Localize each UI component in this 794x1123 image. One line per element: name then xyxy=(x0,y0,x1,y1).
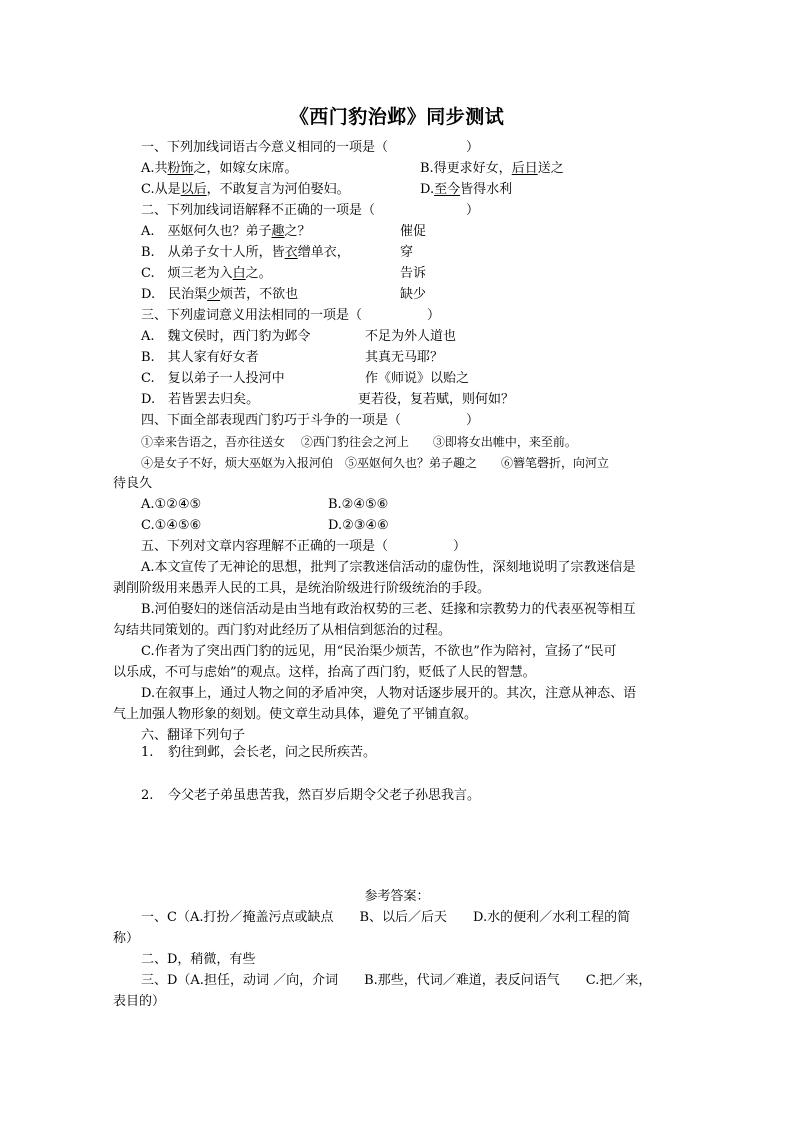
q1-option-b: B.得更求好女，后日送之 xyxy=(420,161,564,176)
q5-stem: 五、下列对文章内容理解不正确的一项是（ ） xyxy=(141,539,467,554)
q5-option-a-line-1: A.本文宣传了无神论的思想，批判了宗教迷信活动的虚伪性，深刻地说明了宗教迷信是 xyxy=(141,560,636,575)
q6-sentence-2-number: 2. xyxy=(141,788,154,803)
q3-option-d-right: 更若役，复若赋，则何如？ xyxy=(358,392,515,407)
q4-stem: 四、下面全部表现西门豹巧于斗争的一项是（ ） xyxy=(141,413,480,428)
q5-option-b-line-1: B.河伯娶妇的迷信活动是由当地有政治权势的三老、廷掾和宗教势力的代表巫祝等相互 xyxy=(141,602,636,617)
q2-stem: 二、下列加线词语解释不正确的一项是（ ） xyxy=(141,203,480,218)
answers-heading: 参考答案： xyxy=(364,889,430,904)
q2-option-a: A. 巫妪何久也？弟子趣之？ xyxy=(141,224,311,239)
q4-option-d: D.②③④⑥ xyxy=(328,518,389,533)
q6-sentence-1: 豹往到邺，会长老，问之民所疾苦。 xyxy=(168,745,377,760)
q3-stem: 三、下列虚词意义用法相同的一项是（ ） xyxy=(141,308,441,323)
q2-option-b-answer: 穿 xyxy=(400,245,414,260)
q5-option-b-line-2: 勾结共同策划的。西门豹对此经历了从相信到惩治的过程。 xyxy=(113,623,452,638)
q6-sentence-2: 今父老子弟虽患苦我，然百岁后期令父老子孙思我言。 xyxy=(168,788,481,803)
q4-option-a: A.①②④⑤ xyxy=(141,497,202,512)
q3-option-b-right: 其真无马耶？ xyxy=(365,350,444,365)
q1-stem: 一、下列加线词语古今意义相同的一项是（ ） xyxy=(141,140,480,155)
q5-option-c-line-1: C.作者为了突出西门豹的远见，用“民治渠少烦苦，不欲也”作为陪衬，宣扬了“民可 xyxy=(141,644,617,659)
q4-items-line-1: ①幸来告语之，吾亦往送女 ②西门豹往会之河上 ③即将女出帷中，来至前。 xyxy=(141,435,577,449)
q5-option-a-line-2: 剥削阶级用来愚弄人民的工具，是统治阶级进行阶级统治的手段。 xyxy=(113,581,491,596)
q3-option-b-left: B. 其人家有好女者 xyxy=(141,350,259,365)
q4-items-line-2: ④是女子不好，烦大巫妪为入报河伯 ⑤巫妪何久也？弟子趣之 ⑥簪笔磬折，向河立 xyxy=(141,456,610,470)
q3-option-a-left: A. 魏文侯时，西门豹为邺令 xyxy=(141,329,311,344)
q2-option-a-answer: 催促 xyxy=(400,224,427,239)
answer-3-line-1: 三、D（A.担任，动词 ／向，介词 B.那些，代词／难道，表反问语气 C.把／来， xyxy=(141,973,652,988)
q5-option-d-line-2: 气上加强人物形象的刻划。使文章生动具体，避免了平铺直叙。 xyxy=(113,707,478,722)
q3-option-a-right: 不足为外人道也 xyxy=(365,329,457,344)
q1-option-a: A.共粉饰之，如嫁女床席。 xyxy=(141,161,298,176)
q3-option-c-right: 作《师说》以贻之 xyxy=(365,371,470,386)
answer-3-line-2: 表目的） xyxy=(113,994,166,1009)
q4-items-line-3: 待良久 xyxy=(113,476,153,491)
q2-option-d: D. 民治渠少烦苦，不欲也 xyxy=(141,287,299,302)
q5-option-c-line-2: 以乐成，不可与虑始”的观点。这样，抬高了西门豹，贬低了人民的智慧。 xyxy=(113,665,536,680)
q3-option-d-left: D. 若皆罢去归矣。 xyxy=(141,392,260,407)
q4-option-c: C.①④⑤⑥ xyxy=(141,518,202,533)
q2-option-d-answer: 缺少 xyxy=(400,287,427,302)
q1-option-c: C.从是以后，不敢复言为河伯娶妇。 xyxy=(141,182,350,197)
q4-option-b: B.②④⑤⑥ xyxy=(328,497,389,512)
q5-option-d-line-1: D.在叙事上，通过人物之间的矛盾冲突，人物对话逐步展开的。其次，注意从神态、语 xyxy=(141,686,637,701)
answer-1-line-2: 称） xyxy=(113,931,140,946)
q6-sentence-1-number: 1. xyxy=(141,745,154,760)
q2-option-c-answer: 告诉 xyxy=(400,266,427,281)
q2-option-b: B. 从弟子女十人所，皆衣缯单衣， xyxy=(141,245,350,260)
q3-option-c-left: C. 复以弟子一人投河中 xyxy=(141,371,285,386)
q2-option-c: C. 烦三老为入白之。 xyxy=(141,266,272,281)
answer-2: 二、D，稍微，有些 xyxy=(141,952,256,967)
q1-option-d: D.至今皆得水利 xyxy=(420,182,513,197)
answer-1-line-1: 一、C（A.打扮／掩盖污点或缺点 B、以后／后天 D.水的便利／水利工程的简 xyxy=(141,910,631,925)
q6-stem: 六、翻译下列句子 xyxy=(141,728,246,743)
page-title: 《西门豹治邺》同步测试 xyxy=(289,106,505,128)
